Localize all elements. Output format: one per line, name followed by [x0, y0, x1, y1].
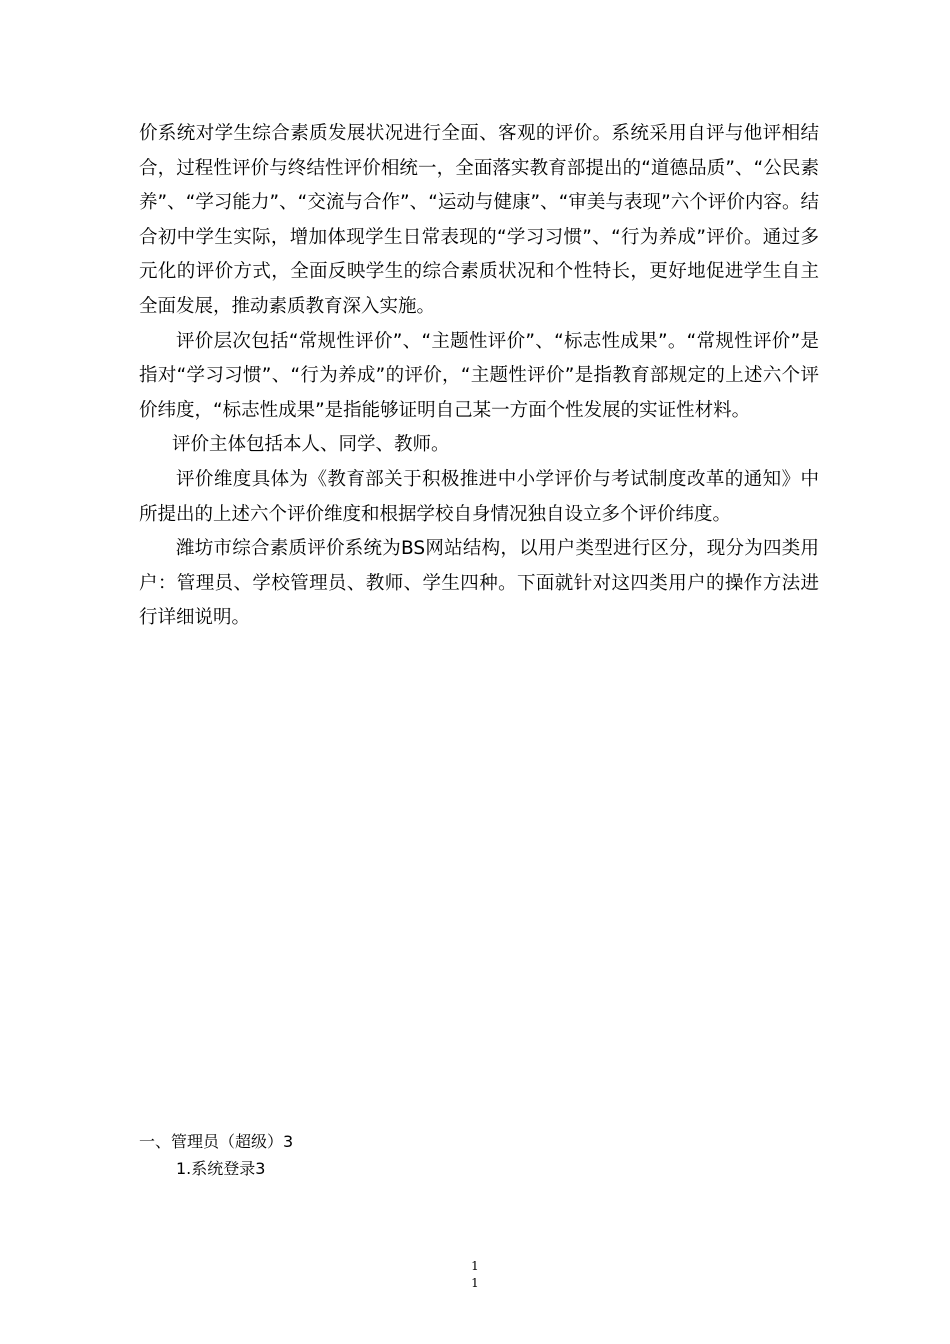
paragraph-evaluation-dimensions: 评价维度具体为《教育部关于积极推进中小学评价与考试制度改革的通知》中所提出的上述六个评价维度和根据学校自身情况独自设立多个评价纬度。 — [139, 468, 819, 525]
toc-item-system-login[interactable]: 1.系统登录3 — [176, 1159, 266, 1178]
page-number: 1 — [471, 1259, 479, 1273]
page-number-secondary: 1 — [471, 1276, 479, 1290]
paragraph-system-structure: 潍坊市综合素质评价系统为BS网站结构，以用户类型进行区分，现分为四类用户：管理员、学校管理员、教师、学生四种。下面就针对这四类用户的操作方法进行详细说明。 — [139, 538, 819, 629]
paragraph-evaluation-subjects: 评价主体包括本人、同学、教师。 — [172, 434, 450, 456]
table-of-contents — [139, 1128, 819, 1182]
paragraph-evaluation-overview: 价系统对学生综合素质发展状况进行全面、客观的评价。系统采用自评与他评相结合，过程性评价与终结性评价相统一，全面落实教育部提出的“道德品质”、“公民素养”、“学习能力”、“交流与合作”、“运动与健康”、“审美与表现”六个评价内容。结合初中学生实际，增加体现学生日常表现的“学习习惯”、“行为养成”评价。通过多元化的评价方式，全面反映学生的综合素质状况和个性特长，更好地促进学生自主全面发展，推动素质教育深入实施。 — [139, 123, 819, 317]
toc-item-admin-super[interactable]: 一、管理员（超级）3 — [139, 1132, 294, 1151]
paragraph-evaluation-levels: 评价层次包括“常规性评价”、“主题性评价”、“标志性成果”。“常规性评价”是指对“学习习惯”、“行为养成”的评价，“主题性评价”是指教育部规定的上述六个评价纬度，“标志性成果”是指能够证明自己某一方面个性发展的实证性材料。 — [139, 330, 819, 421]
body-text — [139, 117, 819, 636]
